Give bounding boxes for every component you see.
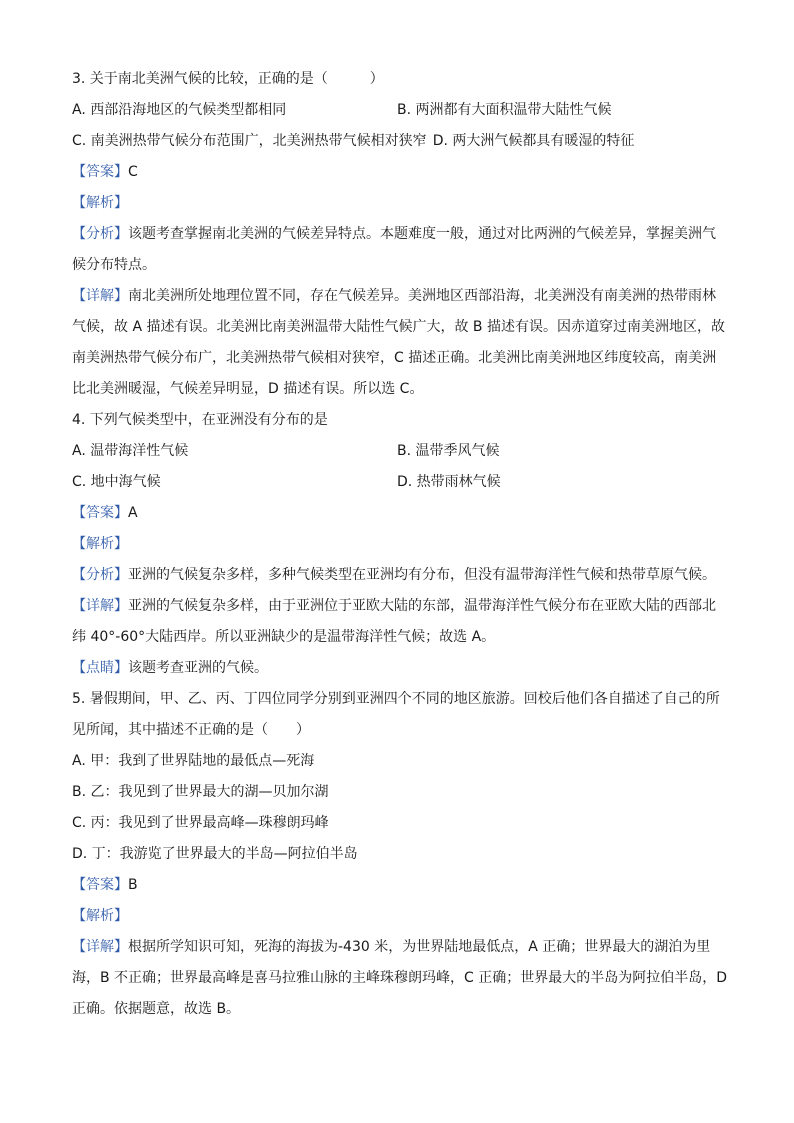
answer-value: A [128,505,138,521]
q3-detail-line-4: 比北美洲暖湿，气候差异明显，D 描述有误。所以选 C。 [72,381,424,397]
q5-detail-line-1 [72,932,732,963]
q4-answer [72,498,732,529]
detail-tag: 【详解】 [72,939,128,955]
q4-option-c: C. 地中海气候 [72,474,161,490]
q3-options-row-1 [72,95,732,126]
q5-option-d: D. 丁：我游览了世界最大的半岛—阿拉伯半岛 [72,846,358,862]
q3-detail-line-3: 南美洲热带气候分布广，北美洲热带气候相对狭窄，C 描述正确。北美洲比南美洲地区纬度较高，南美洲 [72,350,717,366]
fenxi-text: 该题考查掌握南北美洲的气候差异特点。本题难度一般，通过对比两洲的气候差异，掌握美洲气 [128,226,716,242]
detail-text: 南北美洲所处地理位置不同，存在气候差异。美洲地区西部沿海，北美洲没有南美洲的热带雨林 [128,288,716,304]
q5-option-b: B. 乙：我见到了世界最大的湖—贝加尔湖 [72,784,329,800]
document-page [72,64,732,1025]
fenxi-tag: 【分析】 [72,226,128,242]
q4-stem: 4. 下列气候类型中，在亚洲没有分布的是 [72,412,328,428]
q4-option-a: A. 温带海洋性气候 [72,443,189,459]
answer-value: C [128,164,138,180]
dianjing-text: 该题考查亚洲的气候。 [128,660,268,676]
q3-detail-line-1 [72,281,732,312]
q5-analysis [72,901,732,932]
q3-options-row-2 [72,126,732,157]
q5-stem-line-1: 5. 暑假期间，甲、乙、丙、丁四位同学分别到亚洲四个不同的地区旅游。回校后他们各自描述了自己的所 [72,691,720,707]
q4-analysis [72,529,732,560]
dianjing-tag: 【点睛】 [72,660,128,676]
q4-dianjing [72,653,732,684]
detail-tag: 【详解】 [72,288,128,304]
analysis-tag: 【解析】 [72,536,128,552]
q4-detail-line-1 [72,591,732,622]
q3-fenxi-line-2: 候分布特点。 [72,257,156,273]
q3-fenxi-line-1 [72,219,732,250]
q5-detail-line-3: 正确。依据题意，故选 B。 [72,1001,241,1017]
analysis-tag: 【解析】 [72,908,128,924]
detail-text: 亚洲的气候复杂多样，由于亚洲位于亚欧大陆的东部，温带海洋性气候分布在亚欧大陆的西部北 [128,598,716,614]
analysis-tag: 【解析】 [72,195,128,211]
q4-options-row-2 [72,467,732,498]
q3-detail-line-2: 气候，故 A 描述有误。北美洲比南美洲温带大陆性气候广大，故 B 描述有误。因赤道穿过南美洲地区，故 [72,319,725,335]
q5-detail-line-2: 海，B 不正确；世界最高峰是喜马拉雅山脉的主峰珠穆朗玛峰，C 正确；世界最大的半岛为阿拉伯半岛，D [72,970,728,986]
fenxi-text: 亚洲的气候复杂多样，多种气候类型在亚洲均有分布，但没有温带海洋性气候和热带草原气候。 [128,567,716,583]
q4-fenxi-line-1 [72,560,732,591]
q5-option-a: A. 甲：我到了世界陆地的最低点—死海 [72,753,315,769]
answer-value: B [128,877,138,893]
q4-detail-line-2: 纬 40°-60°大陆西岸。所以亚洲缺少的是温带海洋性气候；故选 A。 [72,629,496,645]
answer-tag: 【答案】 [72,164,128,180]
q4-option-b: B. 温带季风气候 [397,443,500,459]
q4-options-row-1 [72,436,732,467]
q3-stem: 3. 关于南北美洲气候的比较，正确的是（ ） [72,71,384,87]
detail-tag: 【详解】 [72,598,128,614]
fenxi-tag: 【分析】 [72,567,128,583]
q3-option-b: B. 两洲都有大面积温带大陆性气候 [397,102,612,118]
answer-tag: 【答案】 [72,505,128,521]
q5-stem-line-2: 见所闻，其中描述不正确的是（ ） [72,722,310,738]
answer-tag: 【答案】 [72,877,128,893]
q3-option-c: C. 南美洲热带气候分布范围广，北美洲热带气候相对狭窄 [72,133,427,149]
q3-answer [72,157,732,188]
q5-option-c: C. 丙：我见到了世界最高峰—珠穆朗玛峰 [72,815,329,831]
q5-answer [72,870,732,901]
detail-text: 根据所学知识可知，死海的海拔为-430 米，为世界陆地最低点，A 正确；世界最大的湖泊为里 [128,939,711,955]
q3-option-a: A. 西部沿海地区的气候类型都相同 [72,102,287,118]
q3-option-d: D. 两大洲气候都具有暖湿的特征 [432,133,635,149]
q3-analysis [72,188,732,219]
q4-option-d: D. 热带雨林气候 [397,474,501,490]
